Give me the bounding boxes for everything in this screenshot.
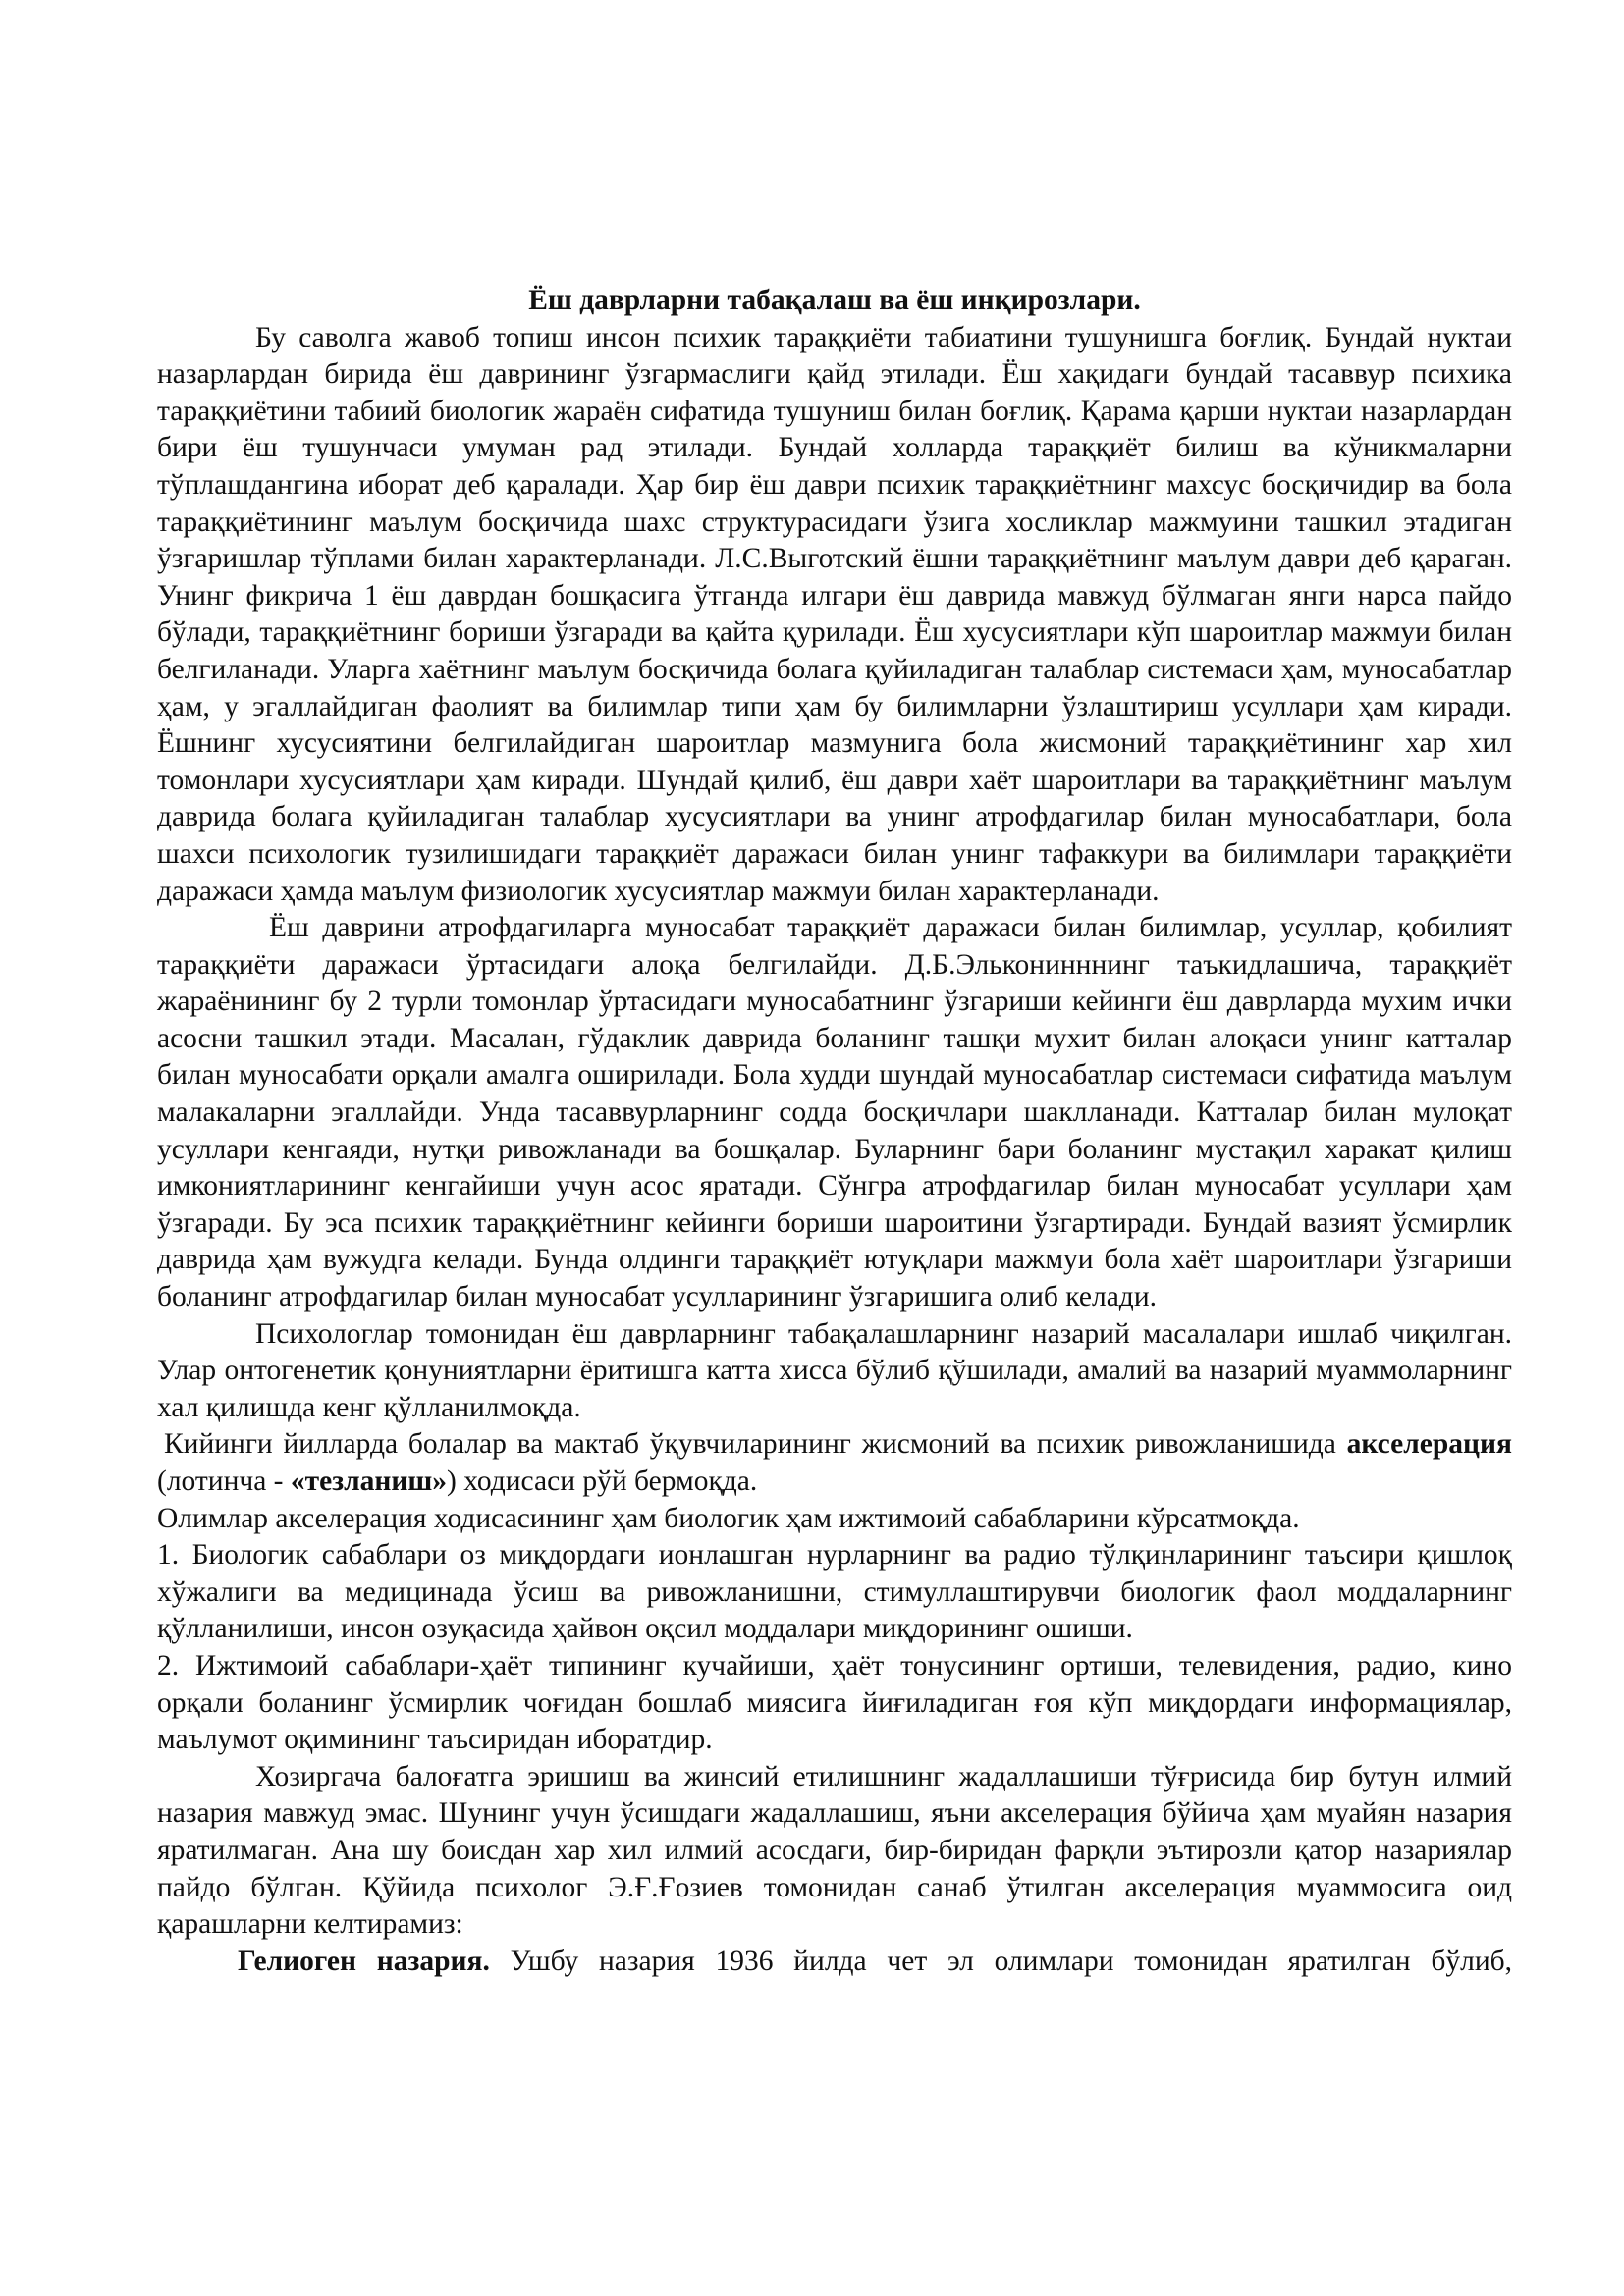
heliogen-theory-heading: Гелиоген назария.: [238, 1945, 490, 1977]
paragraph-theories: Хозиргача балоғатга эришиш ва жинсий етилишнинг жадаллашиши тўғрисида бир бутун илмий назария мавжуд эмас. Шунинг учун ўсишдаги жадаллашиш, яъни акселерация бўйича ҳам муайян назария яратилмаган. Ана шу боисдан хар хил илмий асосдаги, бир-биридан фарқли эътирозли қатор назариялар пайдо бўлган. Қўйида психолог Э.Ғ.Ғозиев томонидан санаб ўтилган акселерация муаммосига оид қарашларни келтирамиз:: [157, 1760, 1512, 1941]
heliogen-theory-text: Ушбу назария 1936 йилда чет эл олимлари томонидан яратилган бўлиб,: [489, 1945, 1512, 1977]
document-title: Ёш даврларни табақалаш ва ёш инқирозлари.: [528, 285, 1141, 316]
acceleration-text-end: ) ходисаси рўй бермоқда.: [447, 1466, 758, 1497]
list-item-biological-reasons: 1. Биологик сабаблари оз миқдордаги ионлашган нурларнинг ва радио тўлқинларининг таъсири қишлоқ хўжалиги ва медицинада ўсиш ва ривожланишни, стимуллаштирувчи биологик фаол моддаларнинг қўлланилиши, инсон озуқасида ҳайвон оқсил моддалари миқдорининг ошиши.: [157, 1539, 1512, 1645]
paragraph-scientists: Олимлар акселерация ходисасининг ҳам биологик ҳам ижтимоий сабабларини кўрсатмоқда.: [157, 1502, 1300, 1534]
document-page: [157, 283, 1512, 1980]
list-item-social-reasons: 2. Ижтимоий сабаблари-ҳаёт типининг кучайиши, ҳаёт тонусининг ортиши, телевидения, радио, кино орқали боланинг ўсмирлик чоғидан бошлаб миясига йиғиладиган ғоя кўп миқдордаги информациялар, маълумот оқимининг таъсиридан иборатдир.: [157, 1649, 1512, 1756]
paragraph-heliogen-theory: [157, 1944, 1512, 1981]
paragraph-age-periods: Бу саволга жавоб топиш инсон психик тараққиёти табиатини тушунишга боғлиқ. Бундай нуктаи назарлардан бирида ёш даврининг ўзгармаслиги қайд этилади. Ёш хақидаги бундай тасаввур психика тараққиётини табиий биологик жараён сифатида тушуниш билан боғлиқ. Қарама қарши нуктаи назарлардан бири ёш тушунчаси умуман рад этилади. Бундай холларда тараққиёт билиш ва кўникмаларни тўплашдангина иборат деб қаралади. Ҳар бир ёш даври психик тараққиётнинг махсус босқичидир ва бола тараққиётининг маълум босқичида шахс структурасидаги ўзига хосликлар мажмуини ташкил этадиган ўзгаришлар тўплами билан характерланади. Л.С.Выготский ёшни тараққиётнинг маълум даври деб қараган. Унинг фикрича 1 ёш даврдан бошқасига ўтганда илгари ёш даврида мавжуд бўлмаган янги нарса пайдо бўлади, тараққиётнинг бориши ўзгаради ва қайта қурилади. Ёш хусусиятлари кўп шароитлар мажмуи билан белгиланади. Уларга хаётнинг маълум босқичида болага қуйиладиган талаблар системаси ҳам, муносабатлар ҳам, у эгаллайдиган фаолият ва билимлар типи ҳам бу билимларни ўзлаштириш усуллари ҳам киради. Ёшнинг хусусиятини белгилайдиган шароитлар мазмунига бола жисмоний тараққиётининг хар хил томонлари хусусиятлари ҳам киради. Шундай қилиб, ёш даври хаёт шароитлари ва тараққиётнинг маълум даврида болага қуйиладиган талаблар хусусиятлари ва унинг атрофдагилар билан муносабатлари, бола шахси психологик тузилишидаги тараққиёт даражаси билан унинг тафаккури ва билимлари тараққиёти даражаси ҳамда маълум физиологик хусусиятлар мажмуи билан характерланади.: [157, 321, 1512, 907]
paragraph-psychologists: Психологлар томонидан ёш даврларнинг табақалашларнинг назарий масалалари ишлаб чиқилган. Улар онтогенетик қонуниятларни ёритишга катта хисса бўлиб қўшилади, амалий ва назарий муаммоларнинг хал қилишда кенг қўлланилмоқда.: [157, 1317, 1512, 1423]
paragraph-acceleration: [157, 1426, 1512, 1500]
paragraph-relations: Ёш даврини атрофдагиларга муносабат тараққиёт даражаси билан билимлар, усуллар, қобилият тараққиёти даражаси ўртасидаги алоқа белгилайди. Д.Б.Эльконинннинг таъкидлашича, тараққиёт жараёнининг бу 2 турли томонлар ўртасидаги муносабатнинг ўзгариши кейинги ёш даврларда мухим ички асосни ташкил этади. Масалан, гўдаклик даврида боланинг ташқи мухит билан алоқаси унинг катталар билан муносабати орқали амалга оширилади. Бола худди шундай муносабатлар системаси сифатида маълум малакаларни эгаллайди. Унда тасаввурларнинг содда босқичлари шаклланади. Катталар билан мулоқат усуллари кенгаяди, нутқи ривожланади ва бошқалар. Буларнинг бари боланинг мустақил харакат қилиш имкониятларининг кенгайиши учун асос яратади. Сўнгра атрофдагилар билан муносабат усуллари ҳам ўзгаради. Бу эса психик тараққиётнинг кейинги бориши шароитини ўзгартиради. Бундай вазият ўсмирлик даврида ҳам вужудга келади. Бунда олдинги тараққиёт ютуқлари мажмуи бола хаёт шароитлари ўзгариши боланинг атрофдагилар билан муносабат усулларининг ўзгаришига олиб келади.: [157, 912, 1512, 1313]
acceleration-text-start: Кийинги йилларда болалар ва мактаб ўқувчиларининг жисмоний ва психик ривожланишида: [164, 1428, 1347, 1461]
acceleration-text-middle: (лотинча -: [157, 1466, 291, 1497]
acceleration-translation: «тезланиш»: [290, 1466, 448, 1497]
acceleration-term: акселерация: [1346, 1428, 1512, 1461]
